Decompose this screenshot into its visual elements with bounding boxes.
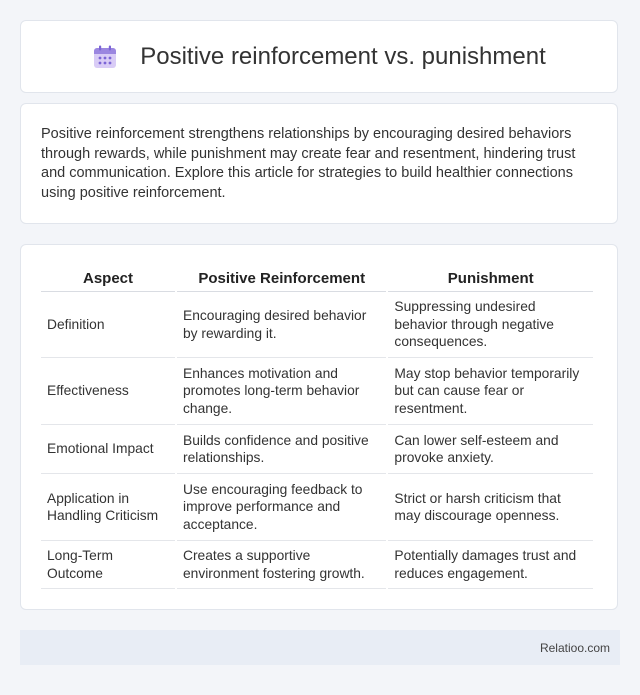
column-header-punishment: Punishment [388, 267, 593, 292]
cell-punishment: Strict or harsh criticism that may discourage openness. [388, 474, 593, 541]
title-card [20, 20, 618, 93]
cell-punishment: Suppressing undesired behavior through negative consequences. [388, 292, 593, 358]
table-row [41, 425, 593, 474]
footer [20, 630, 620, 665]
column-header-positive-reinforcement: Positive Reinforcement [177, 267, 386, 292]
footer-brand: Relatioo.com [539, 640, 610, 655]
calendar-icon [92, 44, 118, 70]
table-row [41, 541, 593, 589]
intro-text: Positive reinforcement strengthens relationships by encouraging desired behaviors through rewards, while punishment may create fear and resentment, hindering trust and communication. Explore this article for strategies to build healthier connections using positive reinforcement. [41, 126, 576, 201]
cell-punishment: May stop behavior temporarily but can cause fear or resentment. [388, 358, 593, 425]
cell-aspect: Emotional Impact [41, 425, 175, 474]
page-title: Positive reinforcement vs. punishment [140, 42, 546, 70]
cell-positive: Builds confidence and positive relationships. [177, 425, 386, 474]
cell-positive: Use encouraging feedback to improve performance and acceptance. [177, 474, 386, 541]
cell-aspect: Application in Handling Criticism [41, 474, 175, 541]
cell-aspect: Effectiveness [41, 358, 175, 425]
cell-positive: Enhances motivation and promotes long-term behavior change. [177, 358, 386, 425]
cell-aspect: Definition [41, 292, 175, 358]
table-row [41, 292, 593, 358]
table-header-row [41, 267, 593, 292]
cell-positive: Creates a supportive environment fostering growth. [177, 541, 386, 589]
comparison-table [39, 267, 595, 589]
cell-aspect: Long-Term Outcome [41, 541, 175, 589]
table-row [41, 358, 593, 425]
cell-punishment: Can lower self-esteem and provoke anxiety. [388, 425, 593, 474]
table-row [41, 474, 593, 541]
cell-punishment: Potentially damages trust and reduces engagement. [388, 541, 593, 589]
column-header-aspect: Aspect [41, 267, 175, 292]
comparison-table-card [20, 244, 618, 610]
cell-positive: Encouraging desired behavior by rewarding it. [177, 292, 386, 358]
intro-card [20, 103, 618, 224]
